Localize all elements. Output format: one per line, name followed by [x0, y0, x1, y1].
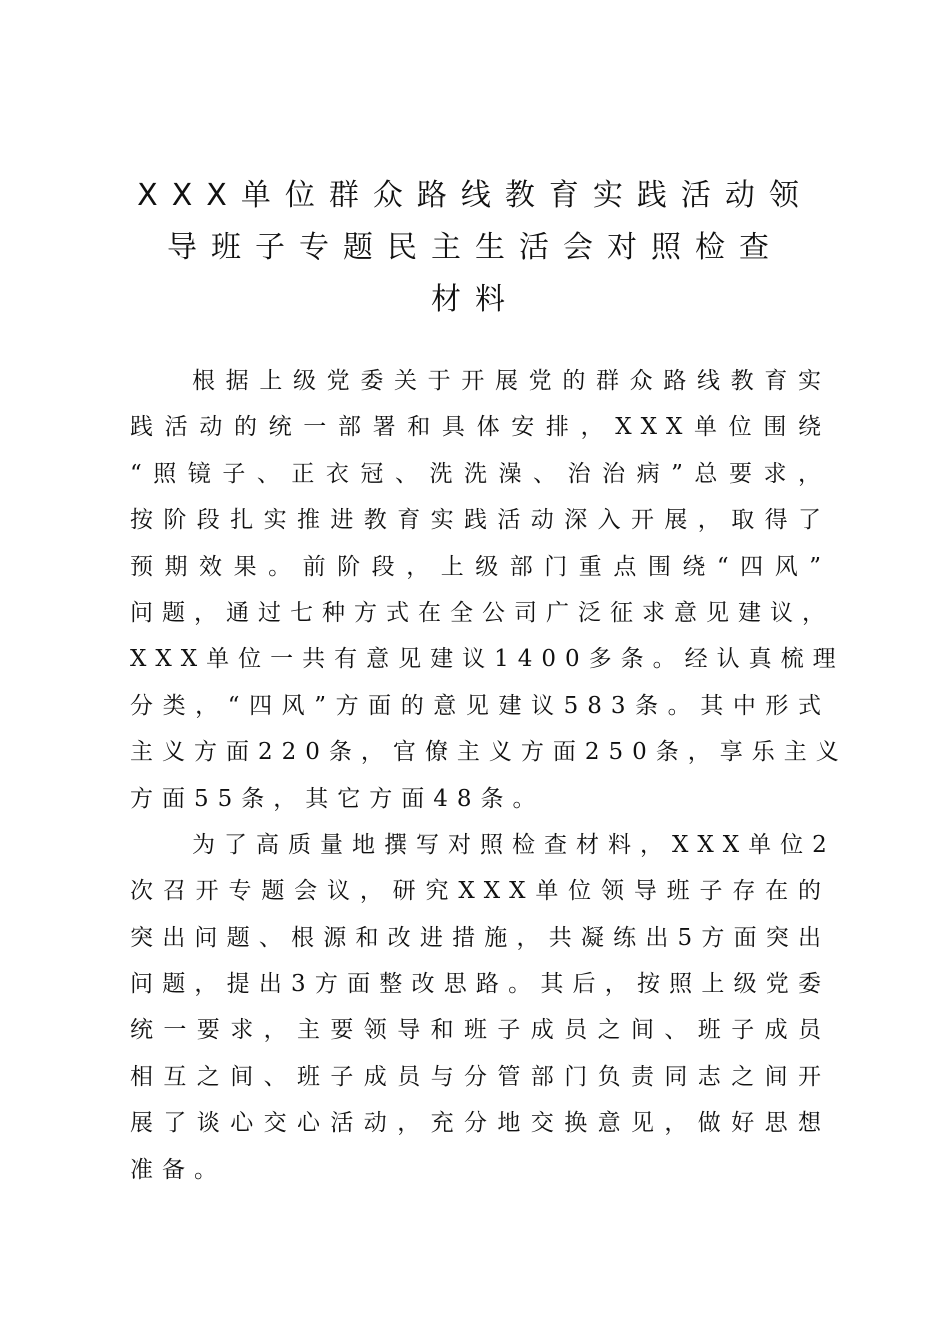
text-line: 践活动的统一部署和具体安排，XXX单位围绕 [130, 414, 830, 441]
text-line: 按阶段扎实推进教育实践活动深入开展，取得了 [130, 507, 830, 534]
title-line: 材料 [431, 282, 519, 317]
text-line: 主义方面220条，官僚主义方面250条，享乐主义 [130, 739, 848, 766]
text-line: 相互之间、班子成员与分管部门负责同志之间开 [130, 1063, 830, 1090]
text-line: 分类，“四风”方面的意见建议583条。其中形式 [130, 692, 830, 719]
text-line: 预期效果。前阶段，上级部门重点围绕“四风” [130, 553, 830, 580]
text-line: XXX单位一共有意见建议1400多条。经认真梳理 [130, 646, 845, 673]
title-line: XXX单位群众路线教育实践活动领 [137, 178, 813, 213]
text-line: 展了谈心交心活动，充分地交换意见，做好思想 [130, 1110, 830, 1137]
paragraph-2 [130, 822, 836, 1193]
text-line: 方面55条，其它方面48条。 [130, 785, 545, 812]
text-line: 突出问题、根源和改进措施，共凝练出5方面突出 [130, 924, 830, 951]
paragraph-1 [130, 358, 848, 822]
document-body [130, 358, 848, 1193]
text-line: 为了高质量地撰写对照检查材料，XXX单位2 [192, 831, 836, 858]
document-title [120, 170, 830, 326]
text-line: 问题，提出3方面整改思路。其后，按照上级党委 [130, 971, 830, 998]
text-line: “照镜子、正衣冠、洗洗澡、治治病”总要求， [130, 460, 830, 487]
text-line: 统一要求，主要领导和班子成员之间、班子成员 [130, 1017, 830, 1044]
text-line: 问题，通过七种方式在全公司广泛征求意见建议， [130, 599, 834, 626]
text-line: 根据上级党委关于开展党的群众路线教育实 [192, 368, 830, 394]
text-line: 准备。 [130, 1156, 226, 1183]
title-line: 导班子专题民主生活会对照检查 [167, 230, 783, 265]
text-line: 次召开专题会议，研究XXX单位领导班子存在的 [130, 878, 830, 905]
